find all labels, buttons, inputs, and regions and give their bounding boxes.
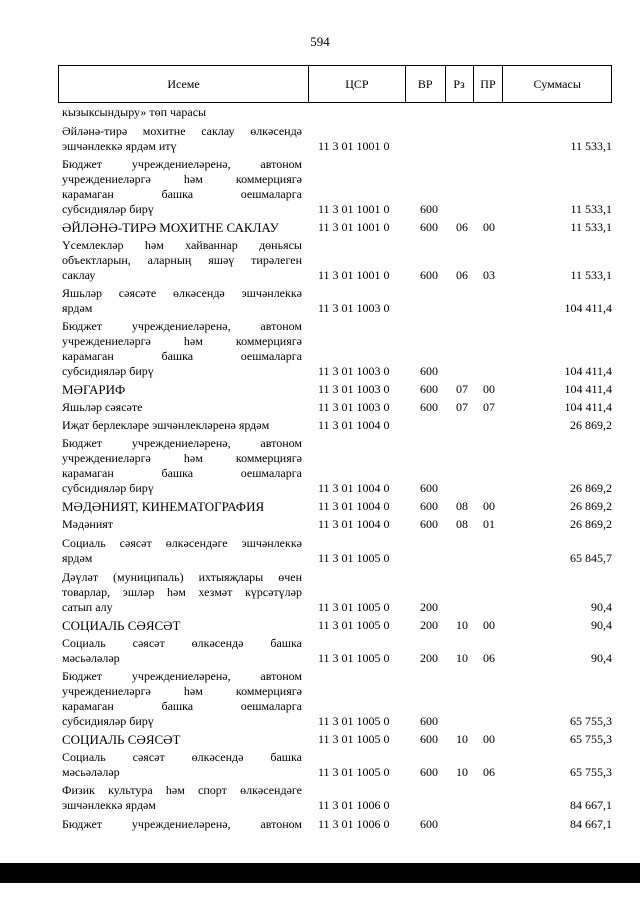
table-row [0, 157, 640, 217]
row-vr: 200 [420, 600, 438, 614]
row-sum: 26 869,2 [570, 481, 612, 495]
row-name [62, 517, 302, 532]
row-name-line: учреждениеләргә һәм коммерциягә [62, 684, 302, 698]
table-row [0, 636, 640, 666]
row-name [62, 319, 302, 379]
row-name-line: мәсьәләләр [62, 651, 120, 665]
table-header [58, 65, 612, 103]
row-sum: 11 533,1 [570, 220, 612, 234]
table-row [0, 220, 640, 235]
table-row [0, 817, 640, 832]
row-name-line: субсидияләр бирү [62, 364, 154, 378]
row-sum: 104 411,4 [564, 400, 612, 414]
row-name-line: карамаган башка оешмаларга [62, 187, 302, 201]
table-row [0, 286, 640, 316]
table-row [0, 750, 640, 780]
table-row [0, 570, 640, 615]
row-sum: 11 533,1 [570, 202, 612, 216]
row-sum: 26 869,2 [570, 418, 612, 432]
header-name: Исеме [59, 66, 309, 102]
row-rz: 10 [456, 765, 468, 779]
row-csr: 11 3 01 1005 0 [318, 765, 390, 779]
row-name-line: карамаган башка оешмаларга [62, 349, 302, 363]
row-name-line: субсидияләр бирү [62, 481, 154, 495]
header-vr: ВР [406, 66, 446, 102]
row-vr: 600 [420, 364, 438, 378]
row-name-line: Бюджет учреждениеләренә, автоном [62, 436, 302, 450]
table-row [0, 732, 640, 747]
row-name-line: карамаган башка оешмаларга [62, 466, 302, 480]
row-pr: 07 [483, 400, 495, 414]
row-csr: 11 3 01 1004 0 [318, 481, 390, 495]
row-vr: 600 [420, 765, 438, 779]
row-sum: 84 667,1 [570, 817, 612, 831]
row-csr: 11 3 01 1001 0 [318, 139, 390, 153]
row-name [62, 238, 302, 283]
row-rz: 08 [456, 499, 468, 513]
row-csr: 11 3 01 1001 0 [318, 220, 390, 234]
row-name-line: Яшьләр сәясәте [62, 400, 143, 414]
row-name-line: мәсьәләләр [62, 765, 120, 779]
row-name-line: субсидияләр бирү [62, 202, 154, 216]
row-csr: 11 3 01 1004 0 [318, 517, 390, 531]
row-sum: 84 667,1 [570, 798, 612, 812]
row-vr: 600 [420, 400, 438, 414]
row-csr: 11 3 01 1004 0 [318, 418, 390, 432]
row-pr: 00 [483, 618, 495, 632]
row-sum: 65 845,7 [570, 551, 612, 565]
row-pr: 01 [483, 517, 495, 531]
row-name-line: Дәүләт (муниципаль) ихтыяҗлары өчен [62, 570, 302, 584]
row-vr: 600 [420, 817, 438, 831]
table-row [0, 618, 640, 633]
row-csr: 11 3 01 1005 0 [318, 732, 390, 746]
table-row [0, 536, 640, 566]
row-name [62, 618, 302, 633]
row-name-line: Яшьләр сәясәте өлкәсендә эшчәнлеккә [62, 286, 302, 300]
row-vr: 600 [420, 382, 438, 396]
table-row [0, 783, 640, 813]
row-name [62, 570, 302, 615]
row-csr: 11 3 01 1005 0 [318, 551, 390, 565]
row-rz: 07 [456, 382, 468, 396]
row-sum: 26 869,2 [570, 517, 612, 531]
row-name-line: учреждениеләргә һәм коммерциягә [62, 334, 302, 348]
row-sum: 11 533,1 [570, 139, 612, 153]
table-row [0, 669, 640, 729]
row-name-line: Бюджет учреждениеләренә, автоном [62, 319, 302, 333]
row-name-line: Физик культура һәм спорт өлкәсендәге [62, 783, 302, 797]
row-name-line: товарлар, эшләр һәм хезмәт күрсәтүләр [62, 585, 302, 599]
row-name-line: кызыксындыру» төп чарасы [62, 105, 207, 119]
row-vr: 600 [420, 268, 438, 282]
row-csr: 11 3 01 1003 0 [318, 382, 390, 396]
table-row [0, 124, 640, 154]
row-name-line: Бюджет учреждениеләренә, автоном [62, 157, 302, 171]
table-row [0, 517, 640, 532]
row-name [62, 536, 302, 566]
row-name [62, 499, 302, 514]
row-name [62, 157, 302, 217]
table-row [0, 418, 640, 433]
row-rz: 10 [456, 618, 468, 632]
row-rz: 08 [456, 517, 468, 531]
row-name [62, 418, 302, 433]
row-name [62, 636, 302, 666]
row-sum: 26 869,2 [570, 499, 612, 513]
row-name [62, 750, 302, 780]
row-name-line: карамаган башка оешмаларга [62, 699, 302, 713]
row-name [62, 382, 302, 397]
row-name-line: СОЦИАЛЬ СӘЯСӘТ [62, 732, 181, 747]
row-name-line: эшчәнлеккә ярдәм итү [62, 139, 177, 153]
row-rz: 06 [456, 268, 468, 282]
row-rz: 10 [456, 651, 468, 665]
row-name-line: Социаль сәясәт өлкәсендә башка [62, 636, 302, 650]
row-name-line: Бюджет учреждениеләренә, автоном [62, 817, 302, 831]
table-row [0, 382, 640, 397]
row-name-line: ярдәм [62, 551, 93, 565]
row-sum: 104 411,4 [564, 364, 612, 378]
row-name-line: Үсемлекләр һәм хайваннар дөньясы [62, 238, 302, 252]
row-name-line: СОЦИАЛЬ СӘЯСӘТ [62, 618, 181, 633]
row-sum: 104 411,4 [564, 382, 612, 396]
row-name-line: сатып алу [62, 600, 113, 614]
row-pr: 00 [483, 382, 495, 396]
row-name-line: субсидияләр бирү [62, 714, 154, 728]
row-name [62, 105, 302, 120]
row-name [62, 220, 302, 235]
row-vr: 600 [420, 732, 438, 746]
row-name-line: саклау [62, 268, 96, 282]
row-vr: 600 [420, 499, 438, 513]
row-name-line: ярдәм [62, 301, 93, 315]
row-name-line: учреждениеләргә һәм коммерциягә [62, 451, 302, 465]
row-sum: 65 755,3 [570, 732, 612, 746]
row-pr: 03 [483, 268, 495, 282]
row-rz: 10 [456, 732, 468, 746]
row-name-line: Социаль сәясәт өлкәсендә башка [62, 750, 302, 764]
row-rz: 07 [456, 400, 468, 414]
header-sum: Суммасы [533, 76, 581, 91]
row-csr: 11 3 01 1004 0 [318, 499, 390, 513]
row-name [62, 286, 302, 316]
row-name [62, 124, 302, 154]
row-name [62, 436, 302, 496]
row-csr: 11 3 01 1005 0 [318, 714, 390, 728]
header-rz: Рз [446, 66, 474, 102]
row-csr: 11 3 01 1003 0 [318, 301, 390, 315]
row-csr: 11 3 01 1005 0 [318, 618, 390, 632]
row-sum: 90,4 [591, 651, 612, 665]
row-csr: 11 3 01 1006 0 [318, 798, 390, 812]
table-row [0, 400, 640, 415]
row-name-line: МӘГАРИФ [62, 382, 126, 397]
row-name-line: Иҗат берлекләре эшчәнлекләренә ярдәм [62, 418, 270, 432]
row-vr: 600 [420, 481, 438, 495]
row-name-line: объектларын, аларның яшәү тирәлеген [62, 253, 302, 267]
row-vr: 200 [420, 651, 438, 665]
row-csr: 11 3 01 1006 0 [318, 817, 390, 831]
table-body [0, 102, 640, 832]
row-sum: 90,4 [591, 618, 612, 632]
page-number: 594 [310, 34, 330, 49]
row-vr: 600 [420, 714, 438, 728]
row-name-line: Әйләнә-тирә мохитне саклау өлкәсендә [62, 124, 302, 138]
row-rz: 06 [456, 220, 468, 234]
header-pr: ПР [474, 66, 504, 102]
row-name [62, 732, 302, 747]
table-row [0, 319, 640, 379]
row-name-line: эшчәнлеккә ярдәм [62, 798, 156, 812]
row-name-line: Бюджет учреждениеләренә, автоном [62, 669, 302, 683]
row-sum: 90,4 [591, 600, 612, 614]
table-row [0, 238, 640, 283]
row-vr: 600 [420, 517, 438, 531]
row-vr: 200 [420, 618, 438, 632]
row-pr: 00 [483, 220, 495, 234]
table-row [0, 499, 640, 514]
row-name [62, 817, 302, 832]
header-csr: ЦСР [309, 66, 406, 102]
row-pr: 06 [483, 765, 495, 779]
scan-bottom-bar [0, 863, 640, 883]
row-name [62, 783, 302, 813]
row-name [62, 669, 302, 729]
table-row [0, 105, 640, 120]
row-pr: 00 [483, 732, 495, 746]
row-name-line: Социаль сәясәт өлкәсендәге эшчәнлеккә [62, 536, 302, 550]
row-csr: 11 3 01 1001 0 [318, 202, 390, 216]
row-csr: 11 3 01 1003 0 [318, 400, 390, 414]
row-name-line: ӘЙЛӘНӘ-ТИРӘ МОХИТНЕ САКЛАУ [62, 220, 279, 235]
row-pr: 06 [483, 651, 495, 665]
row-csr: 11 3 01 1005 0 [318, 651, 390, 665]
row-csr: 11 3 01 1005 0 [318, 600, 390, 614]
row-pr: 00 [483, 499, 495, 513]
row-sum: 65 755,3 [570, 765, 612, 779]
row-sum: 65 755,3 [570, 714, 612, 728]
row-name [62, 400, 302, 415]
row-csr: 11 3 01 1001 0 [318, 268, 390, 282]
table-row [0, 436, 640, 496]
row-sum: 104 411,4 [564, 301, 612, 315]
row-name-line: МӘДӘНИЯТ, КИНЕМАТОГРАФИЯ [62, 499, 265, 514]
row-csr: 11 3 01 1003 0 [318, 364, 390, 378]
row-name-line: Мәдәният [62, 517, 114, 531]
row-sum: 11 533,1 [570, 268, 612, 282]
row-vr: 600 [420, 220, 438, 234]
row-name-line: учреждениеләргә һәм коммерциягә [62, 172, 302, 186]
row-vr: 600 [420, 202, 438, 216]
